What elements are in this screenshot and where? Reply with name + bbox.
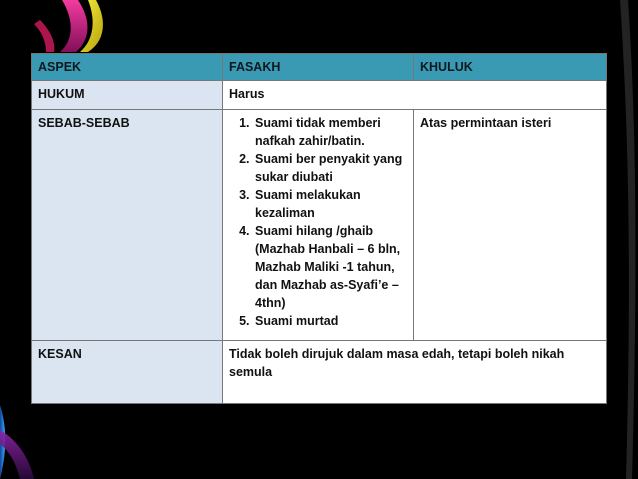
kesan-value: Tidak boleh dirujuk dalam masa edah, tetapi boleh nikah semula — [223, 341, 607, 404]
header-fasakh: FASAKH — [223, 54, 414, 81]
table-row-kesan — [32, 341, 607, 404]
list-item: 4. Suami hilang /ghaib (Mazhab Hanbali – 6 bln, Mazhab Maliki -1 tahun, dan Mazhab as-Syafi’e – 4thn) — [253, 222, 407, 312]
aspect-sebab: SEBAB-SEBAB — [32, 110, 223, 341]
header-khuluk: KHULUK — [414, 54, 607, 81]
comparison-table — [31, 53, 607, 404]
list-item: 3. Suami melakukan kezaliman — [253, 186, 407, 222]
hukum-value: Harus — [223, 81, 607, 110]
header-row — [32, 54, 607, 81]
aspect-hukum: HUKUM — [32, 81, 223, 110]
table-row-hukum — [32, 81, 607, 110]
khuluk-reason: Atas permintaan isteri — [414, 110, 607, 341]
header-aspek: ASPEK — [32, 54, 223, 81]
table-row-sebab — [32, 110, 607, 341]
list-item: 2. Suami ber penyakit yang sukar diubati — [253, 150, 407, 186]
fasakh-reasons-cell — [223, 110, 414, 341]
aspect-kesan: KESAN — [32, 341, 223, 404]
list-item: 1. Suami tidak memberi nafkah zahir/batin. — [253, 114, 407, 150]
list-item: 5. Suami murtad — [253, 312, 407, 330]
fasakh-reasons-list — [229, 114, 407, 330]
